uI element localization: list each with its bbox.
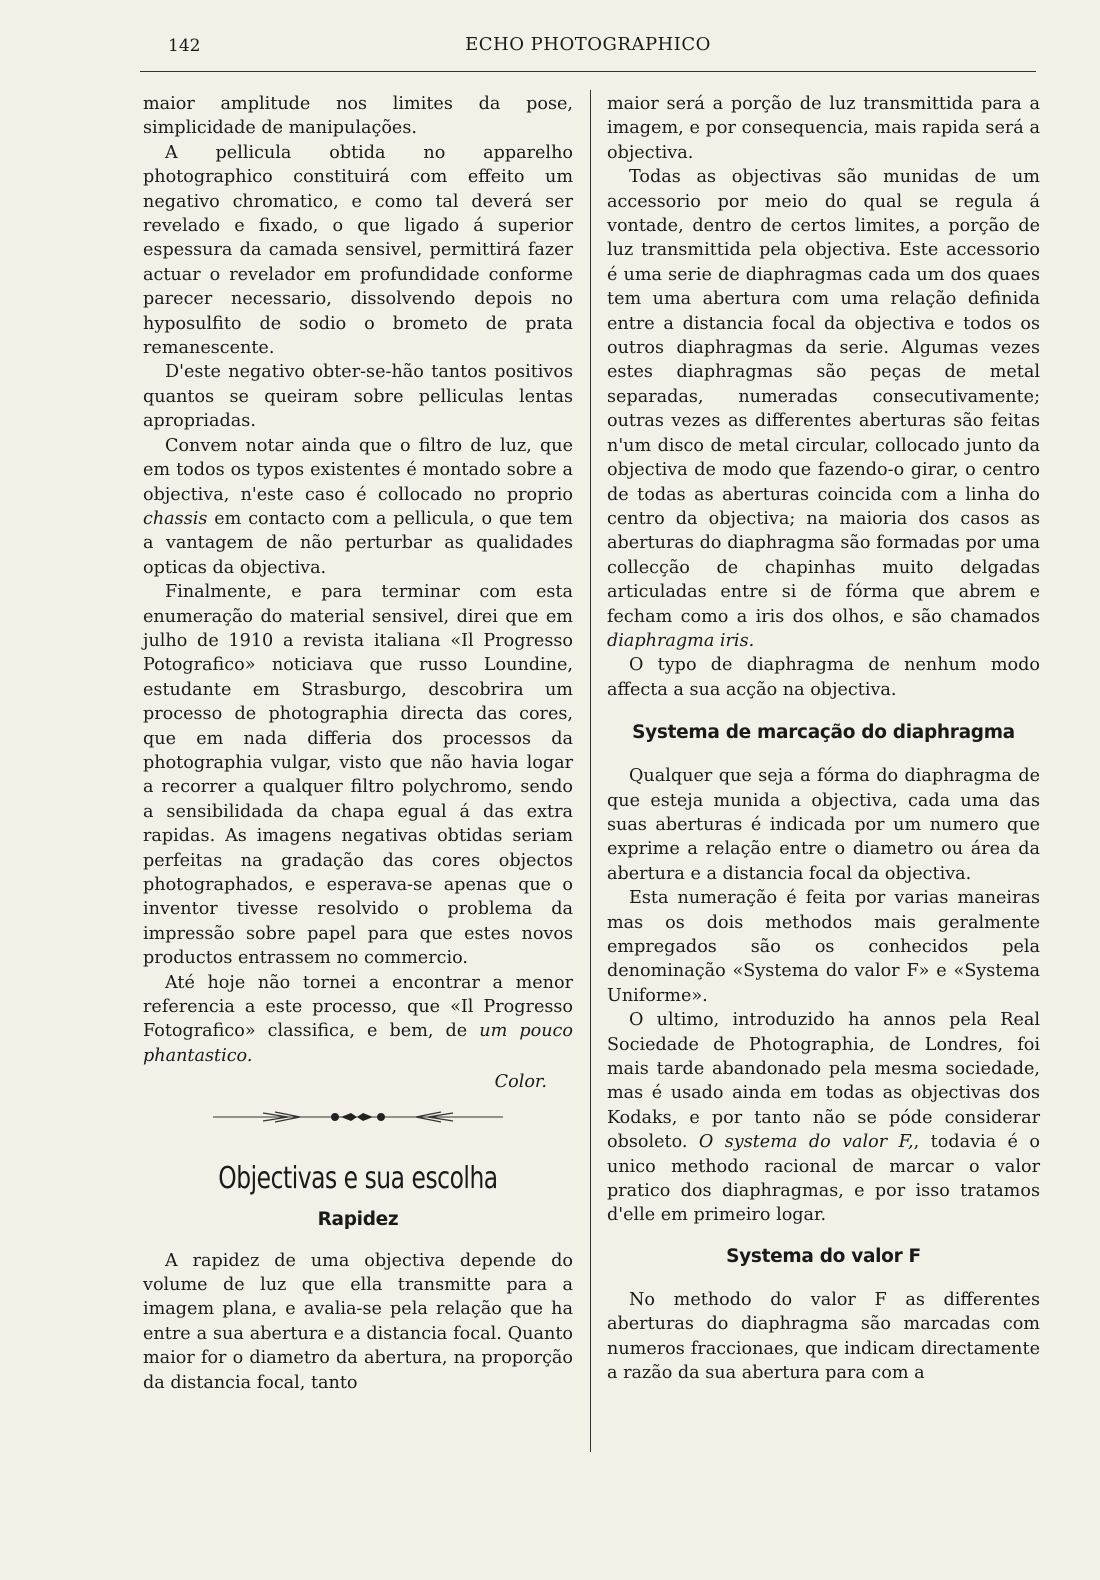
left-column [143,92,573,1395]
paragraph: A pellicula obtida no apparelho photographico constituirá com effeito um negativo chromatico, e como tal deverá ser revelado e fixado, o que ligado á superior espessura da camada sensivel, permittirá fazer actuar o revelador em profundidade conforme parecer necessario, dissolvendo depois no hyposulfito de sodio o brometo de prata remanescente. [143,142,573,359]
text-run: O ultimo, introduzido ha annos pela Real Sociedade de Photographia, de Londres, foi mais tarde abandonado pela mesma sociedade, mas é usado ainda em todas as objectivas dos Kodaks, e por tanto não se póde considerar obsoleto. [607,1010,1040,1153]
italic-term: O systema do valor F, [698,1132,914,1153]
subheading: Systema de marcação do diaphragma [632,722,1015,744]
running-title: ECHO PHOTOGRAPHICO [465,34,711,55]
page-number: 142 [168,36,201,56]
paragraph [143,971,573,1069]
paragraph: O typo de diaphragma de nenhum modo affecta a sua acção na objectiva. [607,655,1040,700]
paragraph: No methodo do valor F as differentes aberturas do diaphragma são marcadas com numeros fraccionaes, que indicam directamente a razão da sua abertura para com a [607,1289,1040,1384]
text-run: Convem notar ainda que o filtro de luz, que em todos os typos existentes é montado sobre a objectiva, n'este caso é collocado no proprio [143,435,573,505]
header-rule [140,71,1036,72]
text-run: Todas as objectivas são munidas de um accessorio por meio do qual se regula á vontade, dentro de certos limites, a porção de luz transmittida pela objectiva. Este accessorio é uma serie de diaphragmas cada um dos quaes tem uma abertura com uma relação definida entre a distancia focal da objectiva e todos os outros diaphragmas da serie. Algumas vezes estes diaphragmas são peças de metal separadas, numeradas consecutivamente; outras vezes as differentes aberturas são feitas n'um disco de metal circular, collocado junto da objectiva de modo que fazendo-o girar, o centro de todas as aberturas coincida com a linha do centro da objectiva; na maioria dos casos as aberturas do diaphragma são formadas por uma collecção de chapinhas muito delgadas articuladas entre si de fórma que abrem e fecham como a iris dos olhos, e são chamados [607,167,1040,627]
paragraph [143,434,573,580]
text-run: em contacto com a pellicula, o que tem a vantagem de não perturbar as qualidades opticas da objectiva. [143,508,573,578]
paragraph: maior amplitude nos limites da pose, simplicidade de manipulações. [143,94,573,139]
paragraph: D'este negativo obter-se-hão tantos positivos quantos se queiram sobre pelliculas lentas apropriadas. [143,362,573,432]
ornament-icon [213,1109,503,1125]
italic-term: diaphragma iris. [607,630,755,651]
paragraph [607,165,1040,653]
right-column [607,92,1040,1386]
subheading: Rapidez [317,1208,399,1230]
paragraph: maior será a porção de luz transmittida para a imagem, e por consequencia, mais rapida será a objectiva. [607,94,1040,163]
paragraph: A rapidez de uma objectiva depende do volume de luz que ella transmitte para a imagem plana, e avalia-se pela relação que ha entre a sua abertura e a distancia focal. Quanto maior for o diametro da abertura, na proporção da distancia focal, tanto [143,1250,573,1393]
ornament-divider [143,1109,573,1153]
author-signature: Color. [494,1072,547,1093]
subheading: Systema do valor F [726,1245,921,1267]
italic-term: chassis [143,508,208,529]
section-title: Objectivas e sua escolha [218,1160,498,1196]
page-header [140,30,1036,66]
text-run: Até hoje não tornei a encontrar a menor referencia a este processo, que «Il Progresso Fotografico» classifica, e bem, de [143,972,573,1042]
paragraph [607,1008,1040,1228]
italic-term: um pouco phantastico. [143,1021,573,1066]
paragraph: Finalmente, e para terminar com esta enumeração do material sensivel, direi que em julho de 1910 a revista italiana «Il Progresso Potografico» noticiava que russo Loundine, estudante em Strasburgo, descobrira um processo de photographia directa das cores, que em nada differia dos processos da photographia vulgar, visto que não havia logar a recorrer a qualquer filtro polychromo, sendo a sensibilidada da chapa egual á das extra rapidas. As imagens negativas obtidas seriam perfeitas na gradação das cores objectos photographados, e esperava-se apenas que o inventor tivesse resolvido o problema da impressão sobre papel para que estes novos productos entrassem no commercio. [143,582,573,969]
paragraph: Esta numeração é feita por varias maneiras mas os dois methodos mais geralmente empregados são os conhecidos pela denominação «Systema do valor F» e «Systema Uniforme». [607,888,1040,1006]
text-run: , todavia é o unico methodo racional de marcar o valor pratico dos diaphragmas, e por isso tratamos d'elle em primeiro logar. [607,1132,1040,1226]
paragraph: Qualquer que seja a fórma do diaphragma de que esteja munida a objectiva, cada uma das suas aberturas é indicada por um numero que exprime a relação entre o diametro ou área da abertura e a distancia focal da objectiva. [607,766,1040,884]
column-divider [590,90,591,1452]
